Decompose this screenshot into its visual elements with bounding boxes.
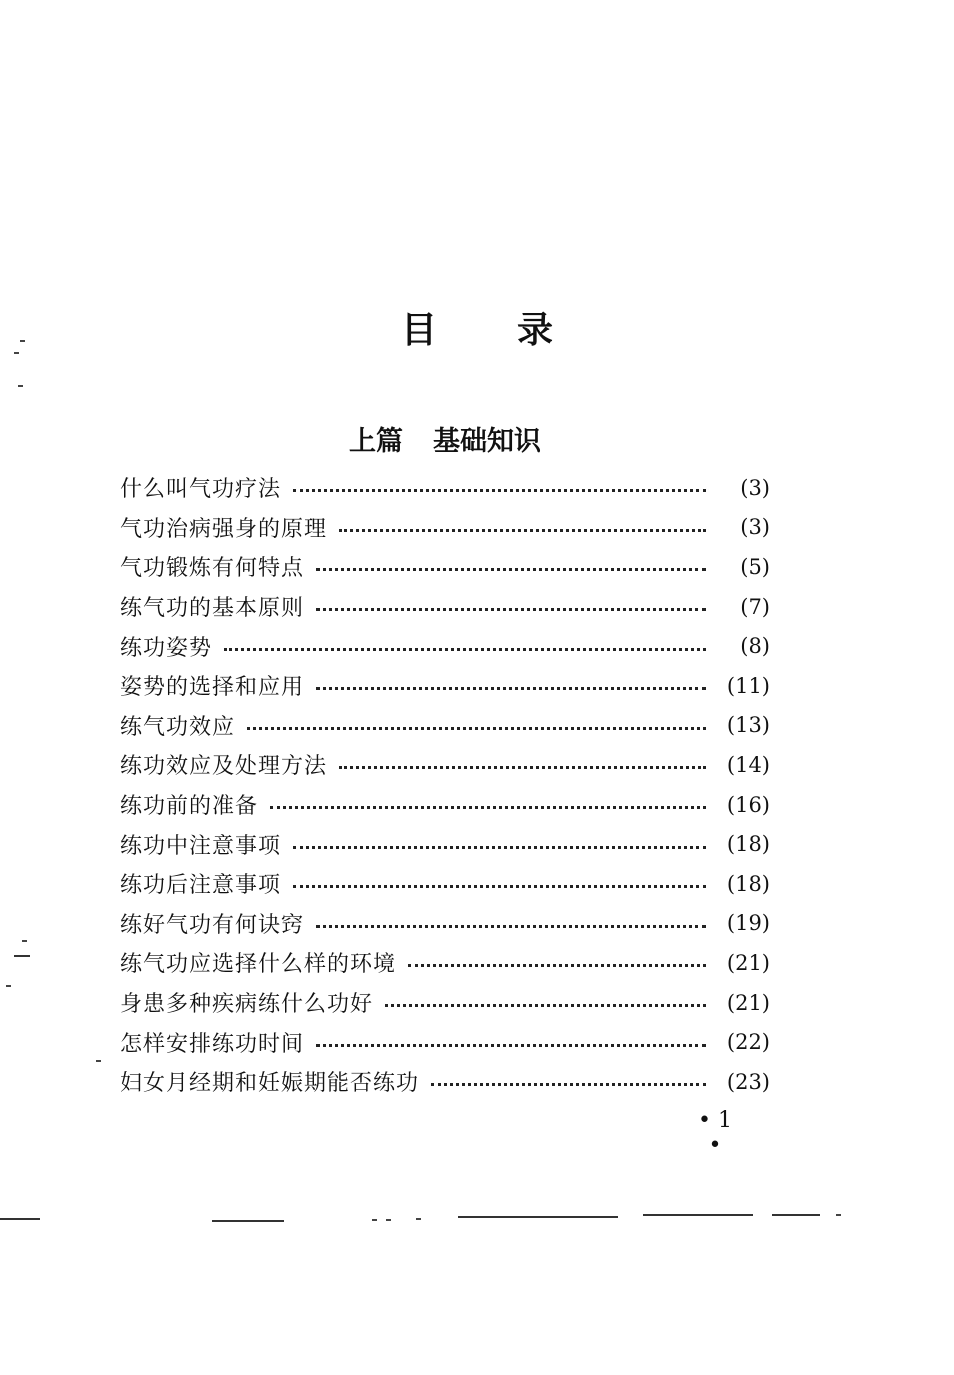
section-name: 基础知识	[433, 426, 541, 458]
toc-entry	[120, 1022, 770, 1062]
toc-entry	[120, 1062, 770, 1102]
toc-entry-page: (13)	[726, 713, 770, 738]
dot-leader	[408, 964, 706, 967]
toc-entry	[120, 943, 770, 983]
dot-leader	[385, 1004, 706, 1007]
dot-leader	[316, 687, 706, 690]
scan-artifact	[96, 1060, 101, 1062]
dot-leader	[247, 727, 706, 730]
scan-artifact	[416, 1218, 421, 1220]
toc-entry-page: (21)	[726, 990, 770, 1015]
dot-leader	[316, 608, 706, 611]
page-title	[0, 302, 954, 353]
scan-artifact	[212, 1220, 284, 1222]
toc-entry-label: 练功前的准备	[120, 794, 259, 820]
scan-artifact	[22, 940, 27, 942]
dot-leader	[431, 1083, 706, 1086]
title-char-1: 目	[400, 310, 437, 352]
scan-artifact	[386, 1219, 391, 1221]
toc-entry-page: (19)	[726, 911, 770, 936]
toc-entry	[120, 824, 770, 864]
toc-entry	[120, 468, 770, 508]
toc-entry-label: 练功效应及处理方法	[120, 754, 328, 780]
toc-entry-label: 什么叫气功疗法	[120, 477, 282, 503]
scan-artifact	[6, 985, 11, 987]
scan-artifact	[772, 1214, 820, 1216]
toc-entry-page: (22)	[726, 1030, 770, 1055]
scan-artifact	[372, 1219, 377, 1221]
dot-leader	[316, 1044, 706, 1047]
scan-artifact	[643, 1214, 753, 1216]
scan-artifact	[14, 955, 30, 957]
toc-entry-label: 练功中注意事项	[120, 833, 282, 859]
dot-leader	[224, 648, 706, 651]
dot-leader	[293, 885, 706, 888]
toc-entry	[120, 864, 770, 904]
dot-leader	[293, 846, 706, 849]
toc-entry	[120, 587, 770, 627]
toc-entry-label: 练气功的基本原则	[120, 596, 305, 622]
toc-entry-label: 身患多种疾病练什么功好	[120, 992, 374, 1018]
scan-artifact	[14, 352, 19, 354]
toc-entry	[120, 547, 770, 587]
toc-entry	[120, 626, 770, 666]
scan-artifact	[458, 1216, 618, 1218]
section-part: 上篇	[349, 426, 403, 458]
toc-entry-label: 姿势的选择和应用	[120, 675, 305, 701]
scan-artifact	[20, 340, 25, 342]
toc-entry-page: (5)	[740, 554, 770, 579]
toc-entry	[120, 983, 770, 1023]
section-heading	[0, 419, 890, 458]
toc-entry-page: (14)	[726, 752, 770, 777]
toc-entry-page: (3)	[740, 515, 770, 540]
toc-entry-label: 练气功应选择什么样的环境	[120, 952, 397, 978]
toc-entry-label: 气功治病强身的原理	[120, 516, 328, 542]
toc-entry-page: (3)	[740, 475, 770, 500]
toc-entry-page: (7)	[740, 594, 770, 619]
toc-entry	[120, 666, 770, 706]
dot-leader	[316, 925, 706, 928]
dot-leader	[293, 489, 706, 492]
toc-entry	[120, 706, 770, 746]
page-number: • 1 •	[698, 1108, 732, 1158]
toc-entry-page: (18)	[726, 832, 770, 857]
toc-entry-label: 练气功效应	[120, 714, 236, 740]
toc-entry-label: 妇女月经期和妊娠期能否练功	[120, 1071, 420, 1097]
dot-leader	[316, 568, 706, 571]
toc-entry-page: (18)	[726, 871, 770, 896]
table-of-contents	[120, 468, 770, 1102]
toc-entry-page: (21)	[726, 950, 770, 975]
title-char-2: 录	[517, 310, 554, 352]
toc-entry-label: 气功锻炼有何特点	[120, 556, 305, 582]
toc-entry	[120, 904, 770, 944]
scan-artifact	[0, 1218, 40, 1220]
toc-entry-label: 怎样安排练功时间	[120, 1031, 305, 1057]
scan-artifact	[836, 1214, 841, 1216]
toc-entry-page: (11)	[726, 673, 770, 698]
toc-entry-label: 练功后注意事项	[120, 873, 282, 899]
toc-entry-label: 练功姿势	[120, 635, 213, 661]
dot-leader	[270, 806, 706, 809]
toc-entry-label: 练好气功有何诀窍	[120, 912, 305, 938]
scan-artifact	[18, 385, 23, 387]
toc-entry	[120, 785, 770, 825]
toc-entry	[120, 745, 770, 785]
dot-leader	[339, 766, 706, 769]
toc-entry	[120, 508, 770, 548]
toc-entry-page: (8)	[740, 634, 770, 659]
toc-entry-page: (16)	[726, 792, 770, 817]
dot-leader	[339, 529, 706, 532]
toc-entry-page: (23)	[726, 1069, 770, 1094]
